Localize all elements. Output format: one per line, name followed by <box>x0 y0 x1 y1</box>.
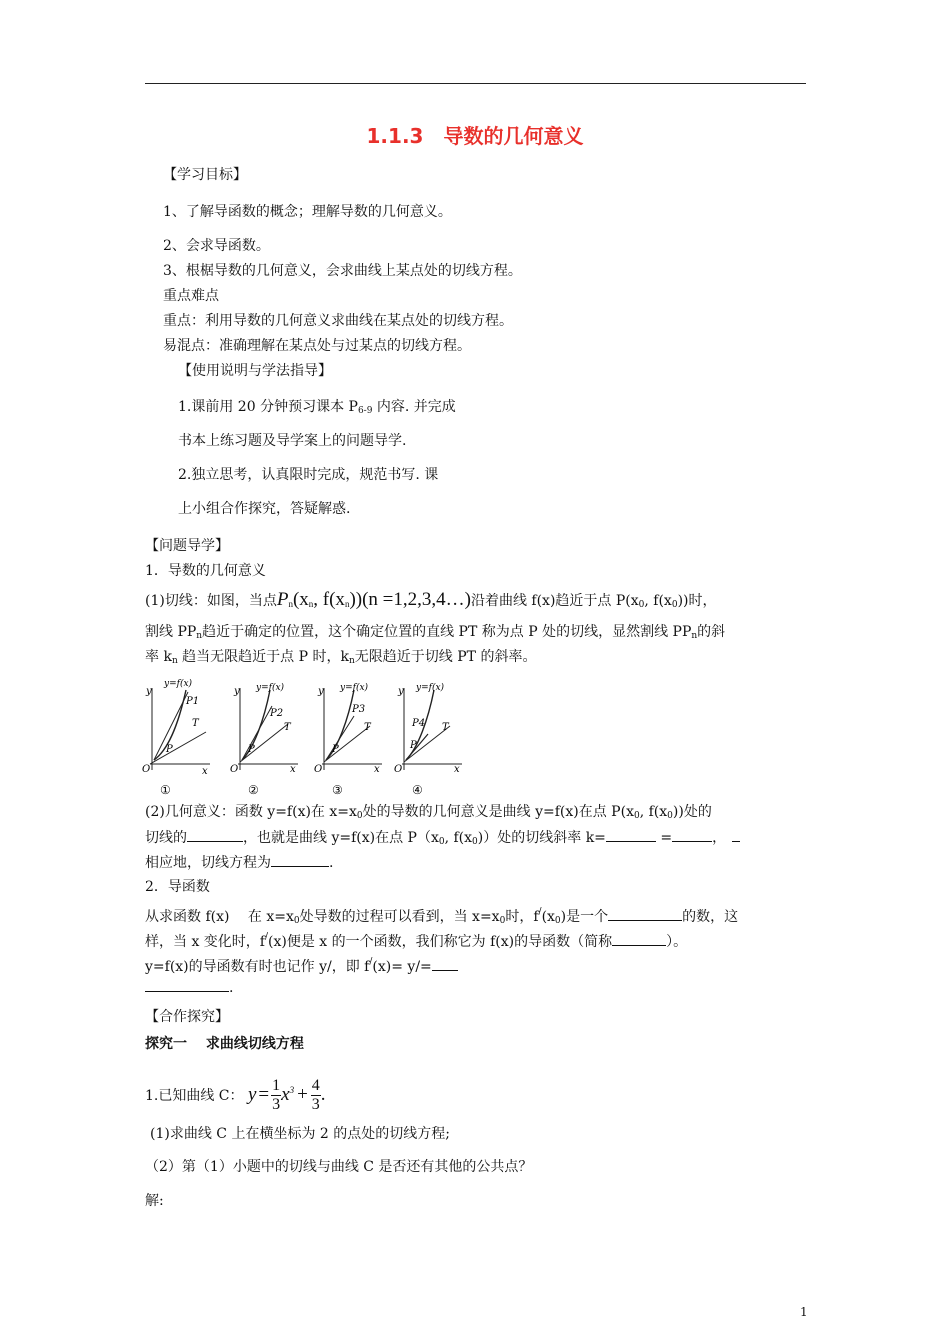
page-title: 1.1.3 导数的几何意义 <box>366 124 584 148</box>
figure-3-graph <box>312 676 390 800</box>
figure-2 <box>228 676 306 800</box>
answer-blank[interactable] <box>145 977 229 992</box>
figure-3 <box>312 676 390 800</box>
svg-text:P: P <box>410 740 417 751</box>
svg-text:T: T <box>442 722 449 733</box>
q1-tangent-line-1: (1)切线：如图，当点$P_n(x_n$, $f(x_n))(n$ =1,2,3,4…)沿着曲线 f(x)趋近于点 $P(x_0$, $f(x_0)$)时， <box>145 589 717 610</box>
key-point: 重点：利用导数的几何意义求曲线在某点处的切线方程。 <box>163 313 513 329</box>
q1-tangent-line-2: 割线 $PP_n$趋近于确定的位置，这个确定位置的直线 PT 称为点 P 处的切线，显然割线 $PP_n$的斜 <box>145 624 726 641</box>
q2-line-1: 从求函数 f(x) 在 $x=x_0$处导数的过程可以看到，当 $x=x_0$时，$f^/(x_0)$是一个 的数，这 <box>145 907 739 926</box>
answer-blank[interactable] <box>732 827 740 842</box>
usage-line-3: 2.独立思考，认真限时完成，规范书写. 课 <box>178 467 439 483</box>
point-sequence-formula: $P_n(x_n$, $f(x_n))(n$ =1,2,3,4…) <box>276 589 471 610</box>
curve-equation: y = $\frac{1}{3}$ $x^3$ + $\frac{4}{3}$ . <box>247 1077 326 1114</box>
tangent-figures <box>140 676 470 800</box>
answer-blank[interactable] <box>187 827 243 842</box>
q1-tangent-line-3: 率 $k_n$ 趋当无限趋近于点 P 时，$k_n$无限趋近于切线 PT 的斜率。 <box>145 649 537 666</box>
key-header: 重点难点 <box>163 288 219 304</box>
usage-line-2: 书本上练习题及导学案上的问题导学. <box>178 433 407 449</box>
svg-text:P1: P1 <box>186 696 200 707</box>
section-guide: 【问题导学】 <box>145 538 229 554</box>
q1-title: 1．导数的几何意义 <box>145 563 266 579</box>
figure-4 <box>392 676 470 800</box>
section-goals: 【学习目标】 <box>163 167 247 183</box>
q1-geometric-line-3: 相应地，切线方程为 . <box>145 852 333 873</box>
svg-text:x: x <box>374 764 380 775</box>
svg-text:y=f(x): y=f(x) <box>164 679 193 689</box>
svg-text:T: T <box>364 722 371 733</box>
answer-blank[interactable] <box>271 852 329 867</box>
usage-line-4: 上小组合作探究，答疑解惑. <box>178 501 351 517</box>
svg-text:y=f(x): y=f(x) <box>416 683 445 693</box>
svg-text:P2: P2 <box>270 708 284 719</box>
svg-text:y=f(x): y=f(x) <box>256 683 285 693</box>
answer-blank[interactable] <box>672 827 712 842</box>
svg-text:y=f(x): y=f(x) <box>340 683 369 693</box>
svg-text:y: y <box>398 686 404 697</box>
svg-text:④: ④ <box>412 783 423 797</box>
q1-geometric-line-2: 切线的 ，也就是曲线 y=f(x)在点 $P(x_0$, $f(x_0)$）处的切线斜率 k= = ， <box>145 827 740 852</box>
svg-text:P3: P3 <box>352 704 366 715</box>
page-number: 1 <box>800 1305 808 1319</box>
q2-line-3: y=f(x)的导函数有时也记作 y/，即 f/(x)= y/= <box>145 952 458 977</box>
usage-line-1: 1.课前用 20 分钟预习课本 $P_{6-9}$ 内容. 并完成 <box>178 399 456 416</box>
answer-blank[interactable] <box>432 956 458 971</box>
svg-text:③: ③ <box>332 783 343 797</box>
q2-line-4: . <box>145 977 233 998</box>
svg-text:②: ② <box>248 783 259 797</box>
svg-text:O: O <box>314 764 323 775</box>
figure-4-graph <box>392 676 470 800</box>
svg-text:y: y <box>146 686 152 697</box>
q1-geometric-line-1: (2)几何意义：函数 y=f(x)在 $x=x_0$处的导数的几何意义是曲线 y=f(x)在点 $P(x_0$, $f(x_0)$)处的 <box>145 804 712 821</box>
svg-text:O: O <box>394 764 403 775</box>
q2-title: 2．导函数 <box>145 879 210 895</box>
goal-2: 2、会求导函数。 <box>163 238 270 254</box>
header-rule <box>145 83 806 84</box>
solution-label: 解: <box>145 1193 164 1209</box>
svg-text:P: P <box>248 744 255 755</box>
q2-line-2: 样，当 x 变化时，f/(x)便是 x 的一个函数，我们称它为 f(x)的导函数（简称 ）。 <box>145 932 688 950</box>
svg-text:x: x <box>454 764 460 775</box>
section-coop: 【合作探究】 <box>145 1009 229 1025</box>
confusion-point: 易混点：准确理解在某点处与过某点的切线方程。 <box>163 338 471 354</box>
svg-text:P: P <box>332 744 339 755</box>
answer-blank[interactable] <box>612 931 666 946</box>
svg-text:P: P <box>166 744 173 755</box>
svg-text:T: T <box>284 722 291 733</box>
figure-1 <box>140 676 218 800</box>
svg-text:T: T <box>192 718 199 729</box>
explore-title: 探究一 求曲线切线方程 <box>145 1036 304 1052</box>
svg-text:O: O <box>230 764 239 775</box>
section-usage: 【使用说明与学法指导】 <box>178 363 332 379</box>
exercise-1-part-1: (1)求曲线 C 上在横坐标为 2 的点处的切线方程; <box>150 1126 450 1142</box>
svg-text:y: y <box>234 686 240 697</box>
figure-2-graph <box>228 676 306 800</box>
answer-blank[interactable] <box>608 906 682 921</box>
answer-blank[interactable] <box>606 827 656 842</box>
exercise-1-lead: 1.已知曲线 C： y = $\frac{1}{3}$ $x^3$ + $\frac{4}{3}$ . <box>145 1077 326 1114</box>
exercise-1-part-2: （2）第（1）小题中的切线与曲线 C 是否还有其他的公共点？ <box>145 1159 533 1175</box>
svg-text:y: y <box>318 686 324 697</box>
figure-1-graph <box>140 676 218 800</box>
svg-text:P4: P4 <box>412 718 426 729</box>
svg-text:x: x <box>202 766 208 777</box>
svg-text:x: x <box>290 764 296 775</box>
svg-text:O: O <box>142 764 151 775</box>
svg-text:①: ① <box>160 783 171 797</box>
goal-1: 1、了解导函数的概念；理解导数的几何意义。 <box>163 204 452 220</box>
goal-3: 3、根椐导数的几何意义，会求曲线上某点处的切线方程。 <box>163 263 522 279</box>
